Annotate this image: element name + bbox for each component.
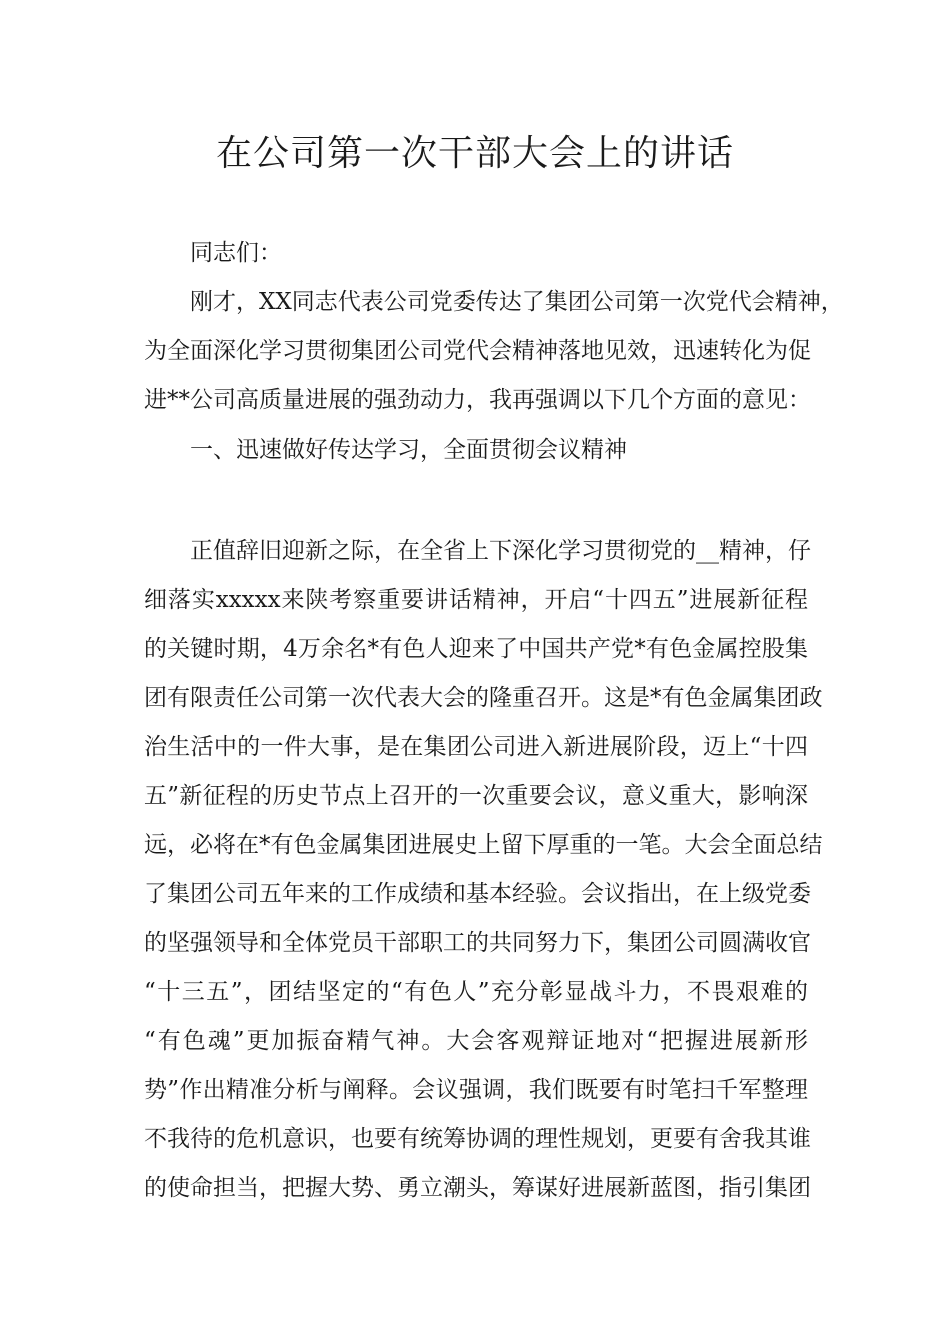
paragraph-line: “十三五”，团结坚定的“有色人”充分彰显战斗力，不畏艰难的 — [144, 979, 808, 1005]
paragraph-line: 的使命担当，把握大势、勇立潮头，筹谋好进展新蓝图，指引集团 — [144, 1175, 811, 1201]
paragraph-line: 五”新征程的历史节点上召开的一次重要会议，意义重大，影响深 — [144, 783, 808, 809]
paragraph-line: 的坚强领导和全体党员干部职工的共同努力下，集团公司圆满收官 — [144, 930, 811, 956]
paragraph-line: 治生活中的一件大事，是在集团公司进入新进展阶段，迈上“十四 — [144, 734, 808, 760]
paragraph-line: 刚才，XX同志代表公司党委传达了集团公司第一次党代会精神， — [190, 289, 844, 315]
paragraph-line: 不我待的危机意识，也要有统筹协调的理性规划，更要有舍我其谁 — [144, 1126, 811, 1152]
paragraph-line: 细落实xxxxx来陕考察重要讲话精神，开启“十四五”进展新征程 — [144, 587, 808, 613]
paragraph-line: 的关键时期，4万余名*有色人迎来了中国共产党*有色金属控股集 — [144, 636, 808, 662]
paragraph-line: 势”作出精准分析与阐释。会议强调，我们既要有时笔扫千军整理 — [144, 1077, 808, 1103]
paragraph-line: 了集团公司五年来的工作成绩和基本经验。会议指出，在上级党委 — [144, 881, 811, 907]
paragraph-line: 远，必将在*有色金属集团进展史上留下厚重的一笔。大会全面总结 — [144, 832, 823, 858]
section-heading: 一、迅速做好传达学习，全面贯彻会议精神 — [190, 437, 627, 463]
paragraph-line: 进**公司高质量进展的强劲动力，我再强调以下几个方面的意见： — [144, 387, 811, 413]
body-paragraph — [144, 527, 823, 1213]
paragraph-line: 正值辞旧迎新之际，在全省上下深化学习贯彻党的__精神，仔 — [190, 538, 811, 564]
salutation: 同志们： — [190, 240, 282, 266]
document-title: 在公司第一次干部大会上的讲话 — [215, 133, 734, 174]
paragraph-line: 为全面深化学习贯彻集团公司党代会精神落地见效，迅速转化为促 — [144, 338, 811, 364]
intro-paragraph — [144, 278, 844, 425]
paragraph-line: “有色魂”更加振奋精气神。大会客观辩证地对“把握进展新形 — [144, 1028, 808, 1054]
paragraph-line: 团有限责任公司第一次代表大会的隆重召开。这是*有色金属集团政 — [144, 685, 823, 711]
